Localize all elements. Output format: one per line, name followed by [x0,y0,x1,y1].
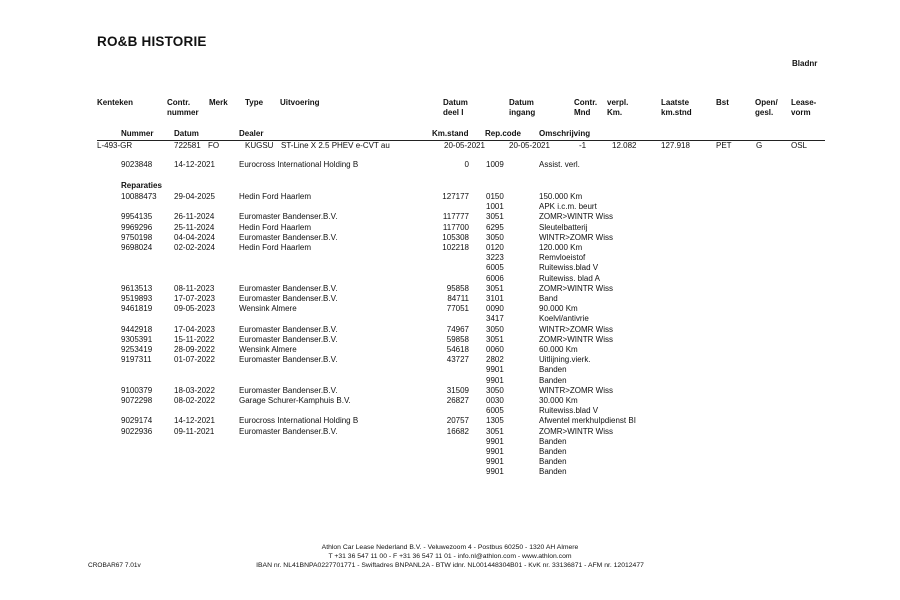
header-verpl-km: verpl. Km. [607,98,629,117]
repair-code: 0120 [486,243,504,252]
repair-km: 59858 [446,334,469,344]
header-merk: Merk [209,98,228,107]
repair-omschrijving: ZOMR>WINTR Wiss [539,334,613,344]
repair-omschrijving: Banden [539,447,567,456]
repair-omschrijving: Banden [539,467,567,477]
repair-km: 54618 [446,345,469,354]
vehicle-type: KUGSU [245,141,274,150]
repair-km: 127177 [442,192,469,201]
repair-nummer: 9954135 [121,212,153,222]
repair-code: 6006 [486,273,504,283]
repair-code: 3051 [486,212,504,222]
vehicle-laatste-km: 127.918 [661,141,690,150]
repair-code: 9901 [486,457,504,467]
vehicle-uitvoering: ST-Line X 2.5 PHEV e-CVT au [281,141,390,150]
repair-km: 105308 [442,232,469,242]
vehicle-verpl-km: 12.082 [612,141,637,150]
repair-km: 31509 [446,385,469,395]
repair-omschrijving: Uitlijning.vierk. [539,355,591,365]
repair-km: 77051 [446,304,469,314]
repair-omschrijving: APK i.c.m. beurt [539,202,597,212]
repair-dealer: Euromaster Bandenser.B.V. [239,212,338,222]
repair-datum: 09-05-2023 [174,304,215,314]
repair-omschrijving: 90.000 Km [539,304,578,314]
header-kmstand: Km.stand [432,129,469,138]
assist-datum: 14-12-2021 [174,160,215,169]
assist-omschrijving: Assist. verl. [539,160,580,169]
repair-omschrijving: Koelvl/antivrie [539,314,589,324]
repair-code: 0030 [486,396,504,405]
repair-code: 3050 [486,232,504,242]
repair-datum: 09-11-2021 [174,426,215,436]
repair-omschrijving: ZOMR>WINTR Wiss [539,212,613,222]
repair-code: 6005 [486,263,504,273]
page-number-label: Bladnr [792,59,818,68]
repair-code: 6005 [486,406,504,416]
repair-nummer: 9029174 [121,416,153,426]
vehicle-kenteken: L-493-GR [97,141,133,150]
repair-km: 102218 [442,243,469,252]
repair-nummer: 9442918 [121,324,153,334]
header-nummer: Nummer [121,129,154,138]
repair-km: 43727 [446,355,469,365]
header-omschrijving: Omschrijving [539,129,591,138]
header-repcode: Rep.code [485,129,522,138]
repair-dealer: Wensink Almere [239,304,297,314]
header-type: Type [245,98,264,107]
report-version: CROBAR67 7.01v [88,562,141,569]
repair-datum: 02-02-2024 [174,243,215,252]
vehicle-datum-ingang: 20-05-2021 [509,141,550,150]
repair-km: 20757 [446,416,469,426]
assist-nummer: 9023848 [121,160,153,169]
repair-dealer: Euromaster Bandenser.B.V. [239,324,338,334]
repair-dealer: Garage Schurer-Kamphuis B.V. [239,396,351,405]
repair-datum: 04-04-2024 [174,232,215,242]
header-bst: Bst [716,98,729,107]
repair-datum: 18-03-2022 [174,385,215,395]
repair-code: 3223 [486,253,504,263]
assist-code: 1009 [486,160,504,169]
repair-omschrijving: 150.000 Km [539,192,583,201]
header-dealer: Dealer [239,129,264,138]
repair-km: 26827 [446,396,469,405]
vehicle-bst: PET [716,141,732,150]
repair-nummer: 9100379 [121,385,153,395]
repair-code: 3051 [486,334,504,344]
repair-dealer: Euromaster Bandenser.B.V. [239,385,338,395]
repair-dealer: Euromaster Bandenser.B.V. [239,355,338,365]
repair-nummer: 9072298 [121,396,153,405]
repair-omschrijving: Remvloeistof [539,253,586,263]
vehicle-datum-deel1: 20-05-2021 [444,141,485,150]
repair-datum: 15-11-2022 [174,334,215,344]
repair-code: 9901 [486,365,504,375]
repair-datum: 08-11-2023 [174,283,215,293]
header-open-gesl: Open/ gesl. [755,98,778,117]
repair-omschrijving: WINTR>ZOMR Wiss [539,324,613,334]
footer-registration: IBAN nr. NL41BNPA0227701771 - Swiftadres BNPANL2A - BTW idnr. NL001448304B01 - KvK nr. 33136871 - AFM nr. 12012477 [256,562,644,569]
repair-code: 2802 [486,355,504,365]
repair-nummer: 9022936 [121,426,153,436]
repair-omschrijving: ZOMR>WINTR Wiss [539,426,613,436]
repair-code: 9901 [486,467,504,477]
footer-address: Athlon Car Lease Nederland B.V. - Veluwezoom 4 - Postbus 60250 - 1320 AH Almere [321,544,579,551]
repair-code: 1001 [486,202,504,212]
repair-code: 0090 [486,304,504,314]
page-title: RO&B HISTORIE [97,34,207,49]
repair-code: 9901 [486,436,504,446]
header-uitvoering: Uitvoering [280,98,320,107]
repair-datum: 01-07-2022 [174,355,215,365]
repair-datum: 08-02-2022 [174,396,215,405]
assist-km: 0 [464,160,469,169]
assist-dealer: Eurocross International Holding B [239,160,359,169]
repair-datum: 17-07-2023 [174,294,215,303]
repair-datum: 25-11-2024 [174,222,215,232]
repair-code: 6295 [486,222,504,232]
repair-km: 84711 [447,294,469,303]
repair-dealer: Euromaster Bandenser.B.V. [239,283,338,293]
repair-dealer: Euromaster Bandenser.B.V. [239,334,338,344]
header-datum: Datum [174,129,199,138]
repair-datum: 14-12-2021 [174,416,215,426]
repair-datum: 28-09-2022 [174,345,215,354]
repair-omschrijving: 60.000 Km [539,345,578,354]
repair-code: 0060 [486,345,504,354]
vehicle-contract: 722581 [174,141,201,150]
header-contract-mnd: Contr. Mnd [574,98,598,117]
footer-contact: T +31 36 547 11 00 - F +31 36 547 11 01 - info.nl@athlon.com - www.athlon.com [328,553,572,560]
repair-nummer: 9613513 [121,283,153,293]
repair-omschrijving: 30.000 Km [539,396,578,405]
repair-dealer: Euromaster Bandenser.B.V. [239,426,338,436]
repair-nummer: 9305391 [121,334,153,344]
repair-omschrijving: Banden [539,365,567,375]
repair-km: 117700 [442,222,469,232]
repair-code: 9901 [486,447,504,456]
repair-code: 3050 [486,324,504,334]
repair-nummer: 9519893 [121,294,153,303]
repair-km: 117777 [442,212,469,222]
repair-nummer: 9750198 [121,232,153,242]
repair-code: 1305 [486,416,504,426]
repair-nummer: 9197311 [121,355,152,365]
repair-nummer: 9253419 [121,345,153,354]
repair-dealer: Euromaster Bandenser.B.V. [239,232,338,242]
repair-dealer: Euromaster Bandenser.B.V. [239,294,338,303]
repair-code: 3101 [486,294,504,303]
repair-dealer: Eurocross International Holding B [239,416,359,426]
repair-omschrijving: ZOMR>WINTR Wiss [539,283,613,293]
repair-dealer: Hedin Ford Haarlem [239,222,312,232]
repair-omschrijving: 120.000 Km [539,243,583,252]
repair-omschrijving: Band [539,294,558,303]
repair-km: 74967 [446,324,469,334]
header-kenteken: Kenteken [97,98,134,107]
section-reparaties: Reparaties [121,181,162,190]
repair-km: 16682 [446,426,469,436]
repair-code: 3051 [486,426,504,436]
repair-nummer: 9698024 [121,243,153,252]
repair-omschrijving: Banden [539,375,567,385]
repair-code: 9901 [486,375,504,385]
repair-code: 0150 [486,192,504,201]
repair-omschrijving: Ruitewiss. blad A [539,273,600,283]
vehicle-open-gesl: G [756,141,763,150]
repair-omschrijving: Banden [539,436,567,446]
vehicle-lease-vorm: OSL [791,141,808,150]
repair-datum: 29-04-2025 [174,192,215,201]
vehicle-mnd: -1 [579,141,587,150]
repair-code: 3050 [486,385,504,395]
repair-dealer: Hedin Ford Haarlem [239,192,312,201]
repair-omschrijving: Sleutelbatterij [539,222,588,232]
repair-nummer: 9461819 [121,304,153,314]
header-contract-nummer: Contr. nummer [167,98,199,117]
repair-code: 3417 [486,314,504,324]
repair-omschrijving: WINTR>ZOMR Wiss [539,232,613,242]
repair-nummer: 10088473 [121,192,157,201]
repair-omschrijving: WINTR>ZOMR Wiss [539,385,613,395]
header-datum-deel1: Datum deel I [443,98,468,117]
repair-code: 3051 [486,283,504,293]
header-lease-vorm: Lease- vorm [791,98,817,117]
repair-omschrijving: Ruitewiss.blad V [539,406,599,416]
header-datum-ingang: Datum ingang [509,98,536,117]
repair-datum: 17-04-2023 [174,324,215,334]
vehicle-merk: FO [208,141,220,150]
repair-datum: 26-11-2024 [174,212,215,222]
repair-dealer: Wensink Almere [239,345,297,354]
repair-omschrijving: Afwentel merkhulpdienst BI [539,416,636,426]
header-laatste-kmstnd: Laatste km.stnd [661,98,692,117]
repair-dealer: Hedin Ford Haarlem [239,243,312,252]
repair-omschrijving: Ruitewiss.blad V [539,263,599,273]
repair-nummer: 9969296 [121,222,153,232]
repair-omschrijving: Banden [539,457,567,467]
repair-km: 95858 [446,283,469,293]
